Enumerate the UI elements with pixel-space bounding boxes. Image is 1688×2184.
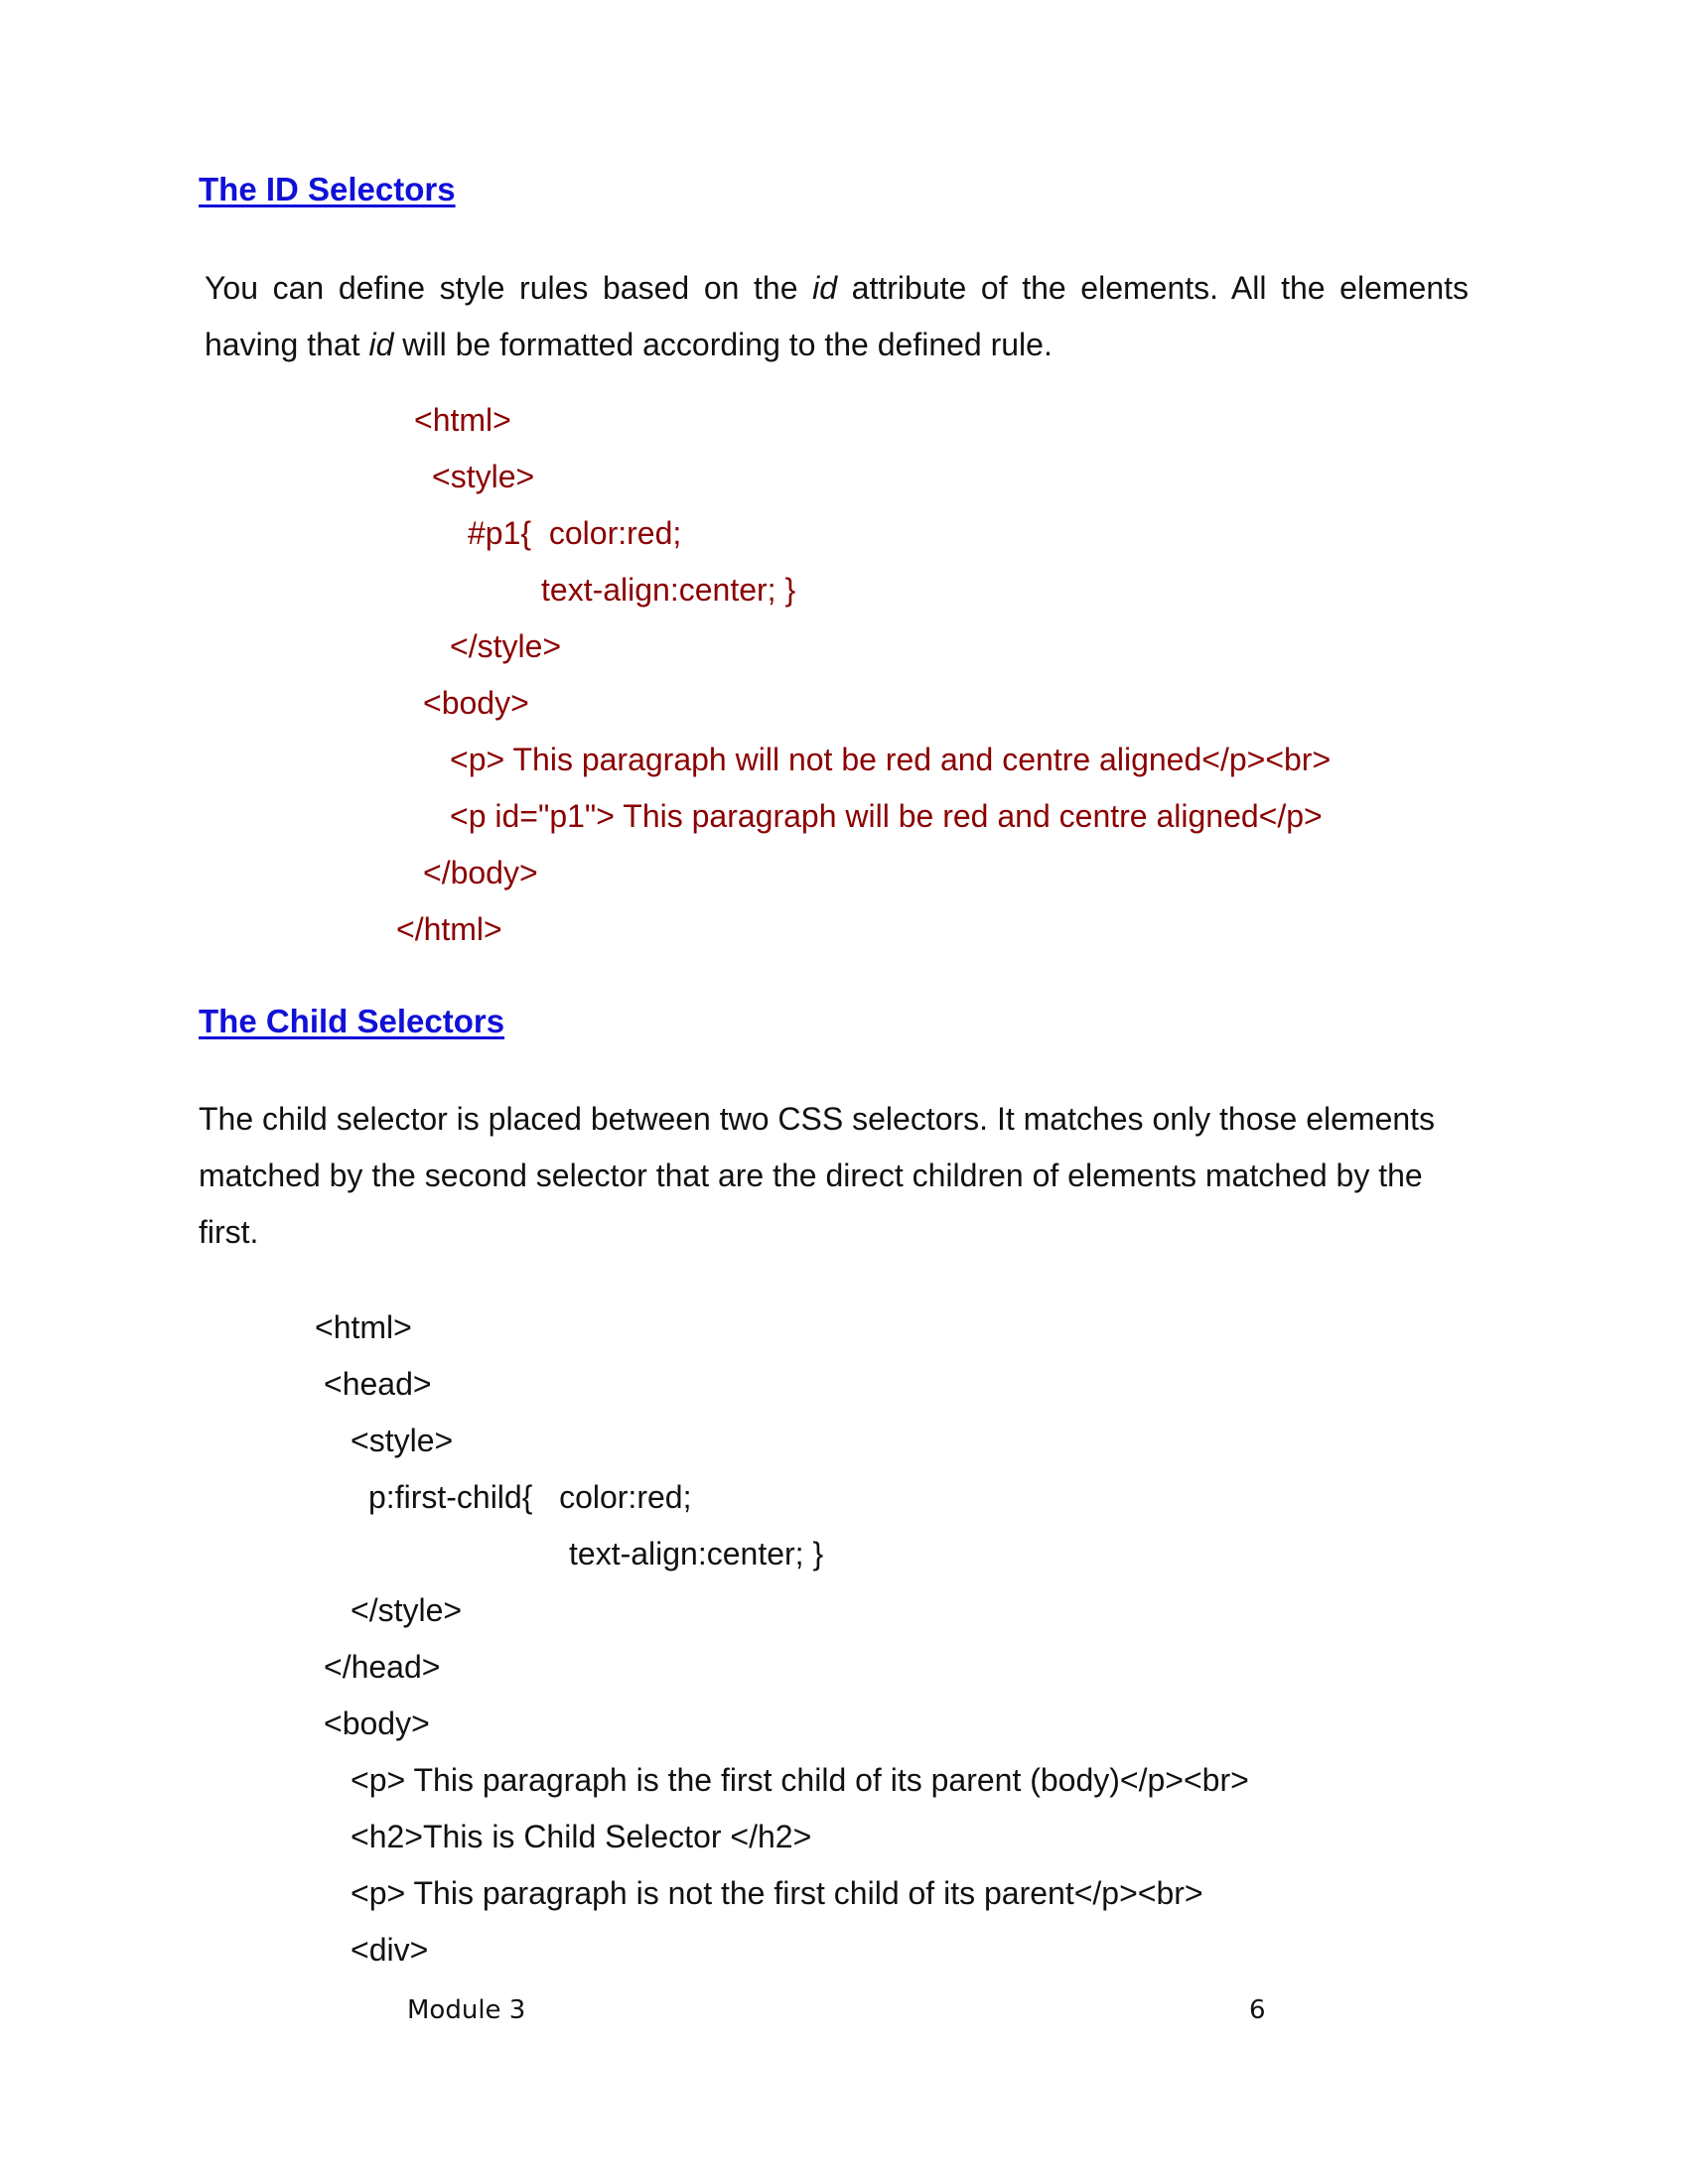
code-line: <html> [414,402,511,438]
code-line: <p> This paragraph is not the first child of its parent</p><br> [351,1875,1203,1911]
code-line: text-align:center; } [569,1536,824,1571]
code-line: <style> [432,459,535,494]
para-text: You can define style rules based on the [205,270,813,306]
footer-module-label: Module 3 [407,1995,526,2025]
code-line: <p> This paragraph is the first child of its parent (body)</p><br> [351,1762,1249,1798]
child-selectors-paragraph: The child selector is placed between two CSS selectors. It matches only those elements matched by the second selector that are the direct children of elements matched by the first. [199,1101,1436,1250]
para-text: attribute of the elements. All the elements having that [205,270,1470,362]
code-line: </style> [351,1592,463,1628]
code-line: text-align:center; } [541,572,796,608]
code-line: <style> [351,1423,454,1458]
footer-page-number: 6 [1249,1995,1266,2025]
code-line: <div> [351,1932,429,1968]
code-line: <p id="p1"> This paragraph will be red and centre aligned</p> [450,798,1323,834]
para-text: will be formatted according to the defined rule. [393,327,1053,362]
heading-child-selectors[interactable]: The Child Selectors [199,1003,505,1039]
code-line: #p1{ color:red; [468,515,682,551]
para-emphasis: id [812,270,838,306]
code-line: </body> [423,855,538,890]
code-line: </html> [396,911,502,947]
code-line: <head> [324,1366,432,1402]
code-line: <html> [315,1309,412,1345]
code-line: </style> [450,628,562,664]
code-line: <h2>This is Child Selector </h2> [351,1819,812,1854]
heading-id-selectors[interactable]: The ID Selectors [199,171,456,207]
code-line: <p> This paragraph will not be red and centre aligned</p><br> [450,742,1332,777]
code-line: p:first-child{ color:red; [368,1479,692,1515]
para-emphasis: id [368,327,394,362]
id-selectors-paragraph [205,260,1469,373]
code-line: <body> [324,1706,430,1741]
code-line: </head> [324,1649,441,1685]
code-line: <body> [423,685,529,721]
